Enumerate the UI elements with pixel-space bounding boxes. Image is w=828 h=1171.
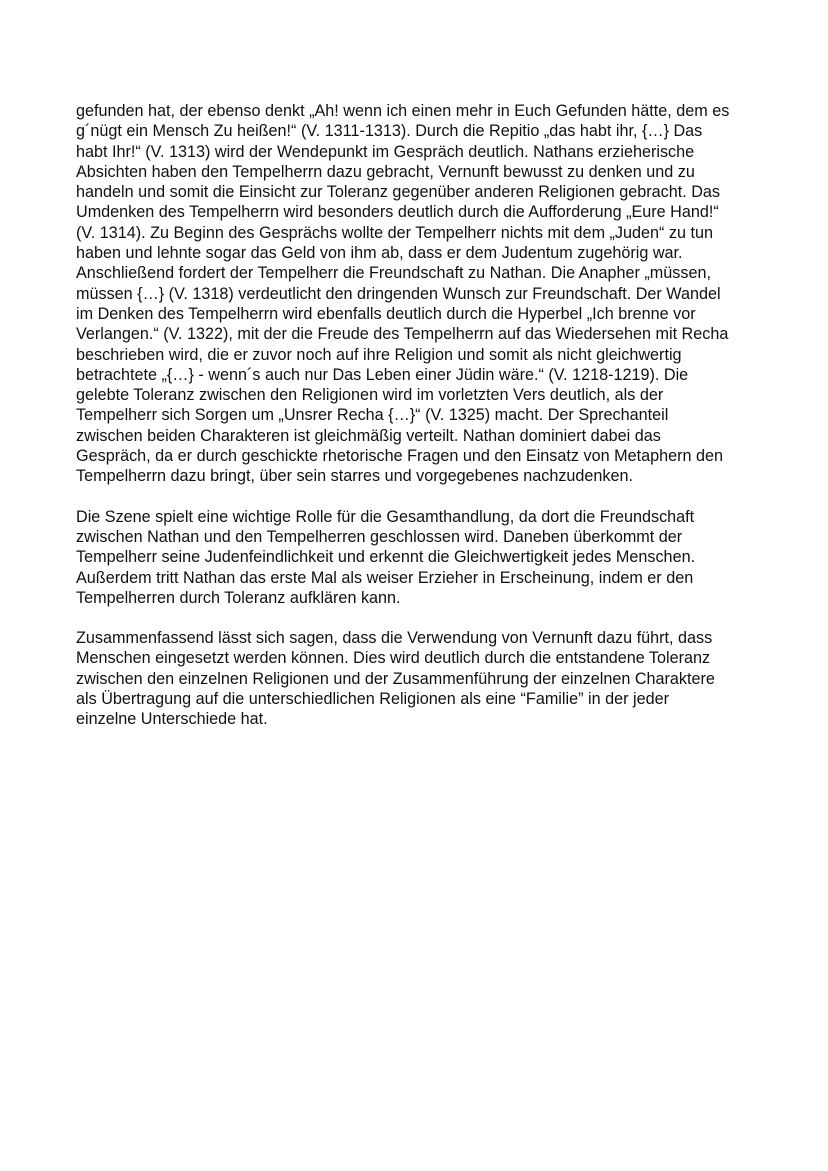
text-line: beschrieben wird, die er zuvor noch auf ihre Religion und somit als nicht gleichwertig [76,345,682,364]
text-line: als Übertragung auf die unterschiedlichen Religionen als eine “Familie” in der jeder [76,690,669,709]
paragraph-scene-role [76,507,766,608]
text-line: zwischen den einzelnen Religionen und der Zusammenführung der einzelnen Charaktere [76,669,715,688]
text-line: Absichten haben den Tempelherrn dazu gebracht, Vernunft bewusst zu denken und zu [76,162,695,181]
paragraph-conclusion [76,628,766,729]
text-line: müssen {…} (V. 1318) verdeutlicht den dringenden Wunsch zur Freundschaft. Der Wandel [76,284,721,303]
text-line: Tempelherr sich Sorgen um „Unsrer Recha {…}“ (V. 1325) macht. Der Sprechanteil [76,406,669,425]
text-line: zwischen Nathan und den Tempelherren geschlossen wird. Daneben überkommt der [76,527,683,546]
text-line: handeln und somit die Einsicht zur Toleranz gegenüber anderen Religionen gebracht. Das [76,183,721,202]
text-line: im Denken des Tempelherrn wird ebenfalls deutlich durch die Hyperbel „Ich brenne vor [76,304,696,323]
text-line: habt Ihr!“ (V. 1313) wird der Wendepunkt im Gespräch deutlich. Nathans erzieherische [76,142,695,161]
paragraph-analysis [76,101,766,487]
text-line: Menschen eingesetzt werden können. Dies wird deutlich durch die entstandene Toleranz [76,649,711,668]
text-line: Die Szene spielt eine wichtige Rolle für die Gesamthandlung, da dort die Freundschaft [76,507,695,526]
document-body [76,101,766,750]
text-line: betrachtete „{…} - wenn´s auch nur Das Leben einer Jüdin wäre.“ (V. 1218-1219). Die [76,365,689,384]
text-line: Tempelherren durch Toleranz aufklären kann. [76,588,401,607]
text-line: Anschließend fordert der Tempelherr die Freundschaft zu Nathan. Die Anapher „müssen, [76,264,711,283]
text-line: Gespräch, da er durch geschickte rhetorische Fragen und den Einsatz von Metaphern den [76,447,723,466]
text-line: Verlangen.“ (V. 1322), mit der die Freude des Tempelherrn auf das Wiedersehen mit Recha [76,325,729,344]
text-line: g´nügt ein Mensch Zu heißen!“ (V. 1311-1313). Durch die Repitio „das habt ihr, {…} Das [76,122,703,141]
text-line: Außerdem tritt Nathan das erste Mal als weiser Erzieher in Erscheinung, indem er den [76,568,694,587]
text-line: gefunden hat, der ebenso denkt „Ah! wenn ich einen mehr in Euch Gefunden hätte, dem es [76,102,730,120]
text-line: Tempelherr seine Judenfeindlichkeit und erkennt die Gleichwertigkeit jedes Menschen. [76,548,696,567]
text-line: zwischen beiden Charakteren ist gleichmäßig verteilt. Nathan dominiert dabei das [76,426,661,445]
text-line: Zusammenfassend lässt sich sagen, dass die Verwendung von Vernunft dazu führt, dass [76,629,713,648]
text-line: (V. 1314). Zu Beginn des Gesprächs wollte der Tempelherr nichts mit dem „Juden“ zu tun [76,223,714,242]
text-line: Umdenken des Tempelherrn wird besonders deutlich durch die Aufforderung „Eure Hand!“ [76,203,719,222]
text-line: gelebte Toleranz zwischen den Religionen wird im vorletzten Vers deutlich, als der [76,386,664,405]
text-line: Tempelherrn dazu bringt, über sein starres und vorgegebenes nachzudenken. [76,467,634,486]
text-line: einzelne Unterschiede hat. [76,710,268,729]
text-line: haben und lehnte sogar das Geld von ihm ab, dass er dem Judentum zugehörig war. [76,244,683,263]
